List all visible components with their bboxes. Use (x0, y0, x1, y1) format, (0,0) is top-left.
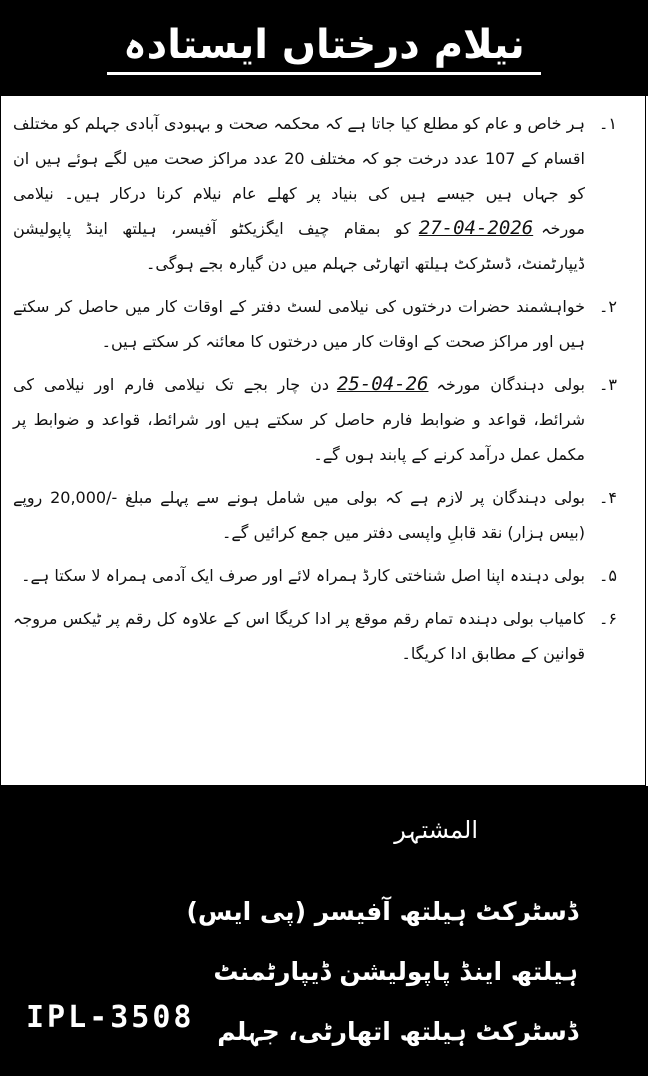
signature-line-officer: ڈسٹرکٹ ہیلتھ آفیسر (پی ایس) (186, 897, 578, 926)
clause-text: بولی دہندہ اپنا اصل شناختی کارڈ ہمراہ لائے اور صرف ایک آدمی ہمراہ لا سکتا ہے۔ (21, 566, 585, 585)
clause-2 (13, 289, 631, 359)
clause-text (13, 106, 585, 281)
advertiser-label: المشتہر (394, 816, 478, 844)
clause-number: ۴۔ (599, 488, 617, 507)
notice-body (0, 96, 646, 786)
signature-block (186, 882, 578, 1062)
clause-number: ۵۔ (599, 566, 617, 585)
clause-text-after: کو بمقام چیف ایگزیکٹو آفیسر، ہیلتھ اینڈ پاپولیشن ڈیپارٹمنٹ، ڈسٹرکٹ ہیلتھ اتھارٹی جہلم میں دن گیارہ بجے ہوگی۔ (13, 219, 585, 273)
header-bar (0, 0, 648, 96)
clause-number: ۶۔ (599, 609, 617, 628)
clause-4 (13, 480, 631, 550)
clause-3 (13, 367, 631, 472)
clause-number: ۲۔ (599, 297, 617, 316)
signature-line-department: ہیلتھ اینڈ پاپولیشن ڈیپارٹمنٹ (213, 957, 578, 986)
clause-text (13, 367, 585, 472)
clause-number: ۱۔ (599, 114, 617, 133)
clause-text: خواہشمند حضرات درختوں کی نیلامی لسٹ دفتر کے اوقات کار میں حاصل کر سکتے ہیں اور مراکز صحت کے اوقات کار میں درختوں کا معائنہ کر سکتے ہیں۔ (13, 297, 585, 351)
clause-text: کامیاب بولی دہندہ تمام رقم موقع پر ادا کریگا اس کے علاوہ کل رقم پر ٹیکس مروجہ قوانین کے مطابق ادا کریگا۔ (13, 609, 585, 663)
signature-line-authority: ڈسٹرکٹ ہیلتھ اتھارٹی، جہلم (217, 1017, 578, 1046)
clause-text-before: ہر خاص و عام کو مطلع کیا جاتا ہے کہ محکمہ صحت و بہبودی آبادی جہلم کو مختلف اقسام کے 107 عدد درخت جو کہ مختلف 20 عدد مراکز صحت میں لگے ہوئے ہیں ان کو جہاں ہیں جیسے ہیں کی بنیاد پر کھلے عام نیلام کرنا درکار ہیں۔ نیلامی مورخہ (13, 114, 585, 238)
ad-title: نیلام درختاں ایستادہ (107, 22, 541, 75)
clause-6 (13, 601, 631, 671)
clause-1 (13, 106, 631, 281)
clause-5 (13, 558, 631, 593)
ad-code: IPL-3508 (26, 1000, 195, 1035)
clause-text-before: بولی دہندگان مورخہ (436, 375, 585, 394)
clause-text: بولی دہندگان پر لازم ہے کہ بولی میں شامل ہونے سے پہلے مبلغ -/20,000 روپے (بیس ہزار) نقد قابلِ واپسی دفتر میں جمع کرائیں گے۔ (13, 488, 585, 542)
form-deadline-date: 25-04-26 (336, 373, 429, 395)
footer-panel (0, 786, 648, 1076)
clause-text-after: دن چار بجے تک نیلامی فارم اور نیلامی کی شرائط، قواعد و ضوابط فارم حاصل کر سکتے ہیں اور شرائط، قواعد و ضوابط پر مکمل عمل درآمد کرنے کے پابند ہوں گے۔ (13, 375, 585, 464)
clause-number: ۳۔ (599, 375, 617, 394)
auction-date: 27-04-2026 (418, 217, 534, 239)
